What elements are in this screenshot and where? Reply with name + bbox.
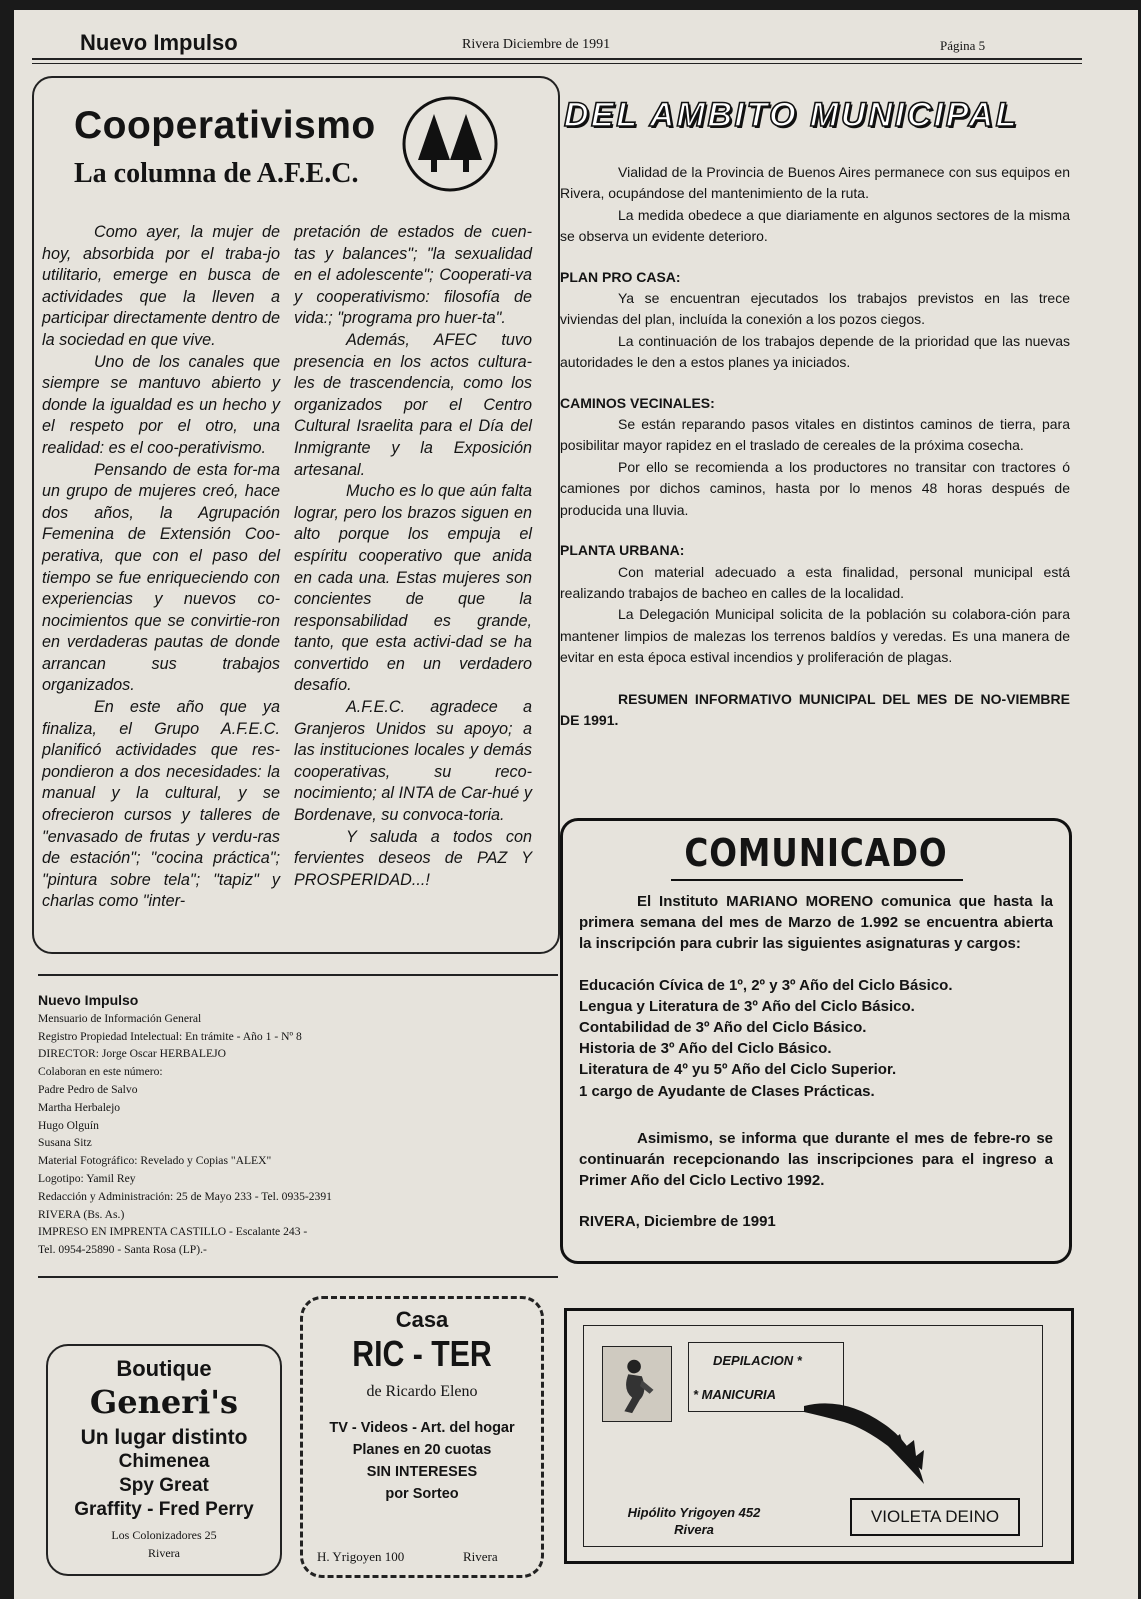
cooperativismo-text-col2 <box>294 222 532 891</box>
masthead-name: Nuevo Impulso <box>38 992 139 1008</box>
ad-line: SIN INTERESES <box>366 1464 478 1480</box>
masthead-line: RIVERA (Bs. As.) <box>38 1207 125 1221</box>
masthead-line: Logotipo: Yamil Rey <box>38 1171 136 1185</box>
list-item: 1 cargo de Ayudante de Clases Prácticas. <box>579 1082 875 1100</box>
resumen-line: RESUMEN INFORMATIVO MUNICIPAL DEL MES DE NO-VIEMBRE DE 1991. <box>560 690 1070 728</box>
list-item: Educación Cívica de 1º, 2º y 3º Año del Ciclo Básico. <box>579 976 953 994</box>
ad-town: Rivera <box>148 1546 180 1560</box>
ad-line: Boutique <box>116 1356 212 1381</box>
masthead-line: Redacción y Administración: 25 de Mayo 233 - Tel. 0935-2391 <box>38 1189 332 1203</box>
ad-address-block <box>614 1504 774 1538</box>
masthead-line: Registro Propiedad Intelectual: En trámite - Año 1 - Nº 8 <box>38 1029 302 1043</box>
comunicado-box <box>560 818 1072 1264</box>
masthead-line: Colaboran en este número: <box>38 1065 163 1079</box>
ad-line: Chimenea <box>118 1451 210 1472</box>
paragraph: Como ayer, la mujer de hoy, absorbida por el traba-jo utilitario, emerge en busca de actividades que la lleven a participar directamente dentro de la sociedad en que vive. <box>42 223 280 349</box>
page-number: Página 5 <box>940 38 986 53</box>
masthead-line: Martha Herbalejo <box>38 1100 121 1114</box>
masthead-line: Padre Pedro de Salvo <box>38 1082 138 1096</box>
paragraph: Por ello se recomienda a los productores no transitar con tractores ó camiones por dichos caminos, hasta por lo menos 48 horas después de producida una lluvia. <box>560 458 1070 518</box>
list-item: Literatura de 4º yu 5º Año del Ciclo Superior. <box>579 1061 897 1079</box>
ad-town: Rivera <box>463 1549 498 1564</box>
masthead-line: DIRECTOR: Jorge Oscar HERBALEJO <box>38 1047 226 1061</box>
ad-line: Planes en 20 cuotas <box>352 1442 492 1458</box>
paragraph: Mucho es lo que aún falta lograr, pero los brazos siguen en alto porque los empuja el espíritu cooperativo que anida en cada una. Estas mujeres son concientes de que la responsabilidad es grande, tanto, que esta activi-dad se ha convertido en un verdadero desafío. <box>294 482 532 695</box>
comunicado-body <box>579 891 1053 1233</box>
paper-name: Nuevo Impulso <box>80 30 238 55</box>
ad-line: Casa <box>395 1307 449 1332</box>
boutique-ad <box>46 1344 282 1576</box>
section-heading: PLAN PRO CASA: <box>560 268 681 285</box>
paragraph: Asimismo, se informa que durante el mes de febre-ro se continuarán recepcionando las inscripciones para el ingreso a Primer Año del Ciclo Lectivo 1992. <box>579 1129 1053 1190</box>
ad-line: Spy Great <box>119 1475 209 1496</box>
ad-address: Los Colonizadores 25 <box>111 1528 217 1542</box>
paragraph: La medida obedece a que diariamente en algunos sectores de la misma se observa un evidente deterioro. <box>560 206 1070 245</box>
paragraph: Y saluda a todos con fervientes deseos de PAZ Y PROSPERIDAD...! <box>294 827 532 889</box>
ad-line: TV - Videos - Art. del hogar <box>329 1420 515 1436</box>
ad-inner-frame <box>583 1325 1043 1547</box>
masthead-rule <box>38 974 558 976</box>
paragraph: En este año que ya finaliza, el Grupo A.F.E.C. planificó actividades que res-pondieron a dos necesidades: la manual y la cultural, y se ofrecieron cursos y talleres de "envasado de frutas y verdu-ras de estación"; "cocina práctica"; "pintura sobre tela"; "tapiz" y charlas como "inter- <box>42 698 280 911</box>
paragraph: Se están reparando pasos vitales en distintos caminos de tierra, para posibilitar mayor rapidez en el traslado de cereales de la próxima cosecha. <box>560 416 1070 454</box>
section-heading: PLANTA URBANA: <box>560 542 685 559</box>
service-depilacion: DEPILACION * <box>713 1353 802 1368</box>
masthead-line: Material Fotográfico: Revelado y Copias "ALEX" <box>38 1154 272 1168</box>
masthead-line: Mensuario de Información General <box>38 1011 202 1025</box>
masthead <box>38 992 518 1259</box>
masthead-line: Hugo Olguín <box>38 1118 99 1132</box>
list-item: Historia de 3º Año del Ciclo Básico. <box>579 1040 832 1058</box>
municipal-article <box>560 162 1070 731</box>
ad-line: por Sorteo <box>385 1486 459 1502</box>
masthead-line: IMPRESO EN IMPRENTA CASTILLO - Escalante 243 - <box>38 1225 308 1239</box>
section-heading: CAMINOS VECINALES: <box>560 394 715 411</box>
ad-line: Graffity - Fred Perry <box>74 1499 254 1520</box>
paragraph: La continuación de los trabajos depende de la prioridad que las nuevas autoridades le den a estos planes ya iniciados. <box>560 332 1070 371</box>
ad-line: Un lugar distinto <box>80 1426 248 1449</box>
cooperativismo-text-col1 <box>42 222 280 913</box>
ad-owner: de Ricardo Eleno <box>366 1383 478 1400</box>
cooperative-pines-logo <box>400 94 500 194</box>
dateline: Rivera Diciembre de 1991 <box>462 37 611 52</box>
paragraph: A.F.E.C. agradece a Granjeros Unidos su apoyo; a las instituciones locales y demás cooperativas, su reco-nocimiento; al INTA de Car-hué y Bordenave, su convoca-toria. <box>294 698 532 825</box>
masthead-line: Susana Sitz <box>38 1136 92 1150</box>
newspaper-page <box>14 10 1138 1599</box>
depilacion-ad <box>564 1308 1074 1564</box>
business-name: VIOLETA DEINO <box>850 1498 1020 1536</box>
paragraph: pretación de estados de cuen-tas y balances"; "la sexualidad en el adolescente"; Cooperati-va y cooperativismo: filosofía de vida:; "programa pro huer-ta". <box>294 223 532 328</box>
header-rule <box>32 58 1082 60</box>
paragraph: Vialidad de la Provincia de Buenos Aires permanece con sus equipos en Rivera, ocupándose del mantenimiento de la ruta. <box>560 164 1070 202</box>
brush-stroke-icon <box>804 1384 934 1494</box>
ricter-ad <box>300 1296 544 1578</box>
asignaturas-list <box>579 975 1053 1102</box>
list-item: Contabilidad de 3º Año del Ciclo Básico. <box>579 1019 867 1037</box>
ad-brand: RIC - TER <box>352 1333 492 1374</box>
list-item: Lengua y Literatura de 3º Año del Ciclo Básico. <box>579 997 915 1015</box>
paragraph: Con material adecuado a esta finalidad, personal municipal está realizando trabajos de bacheo en calles de la localidad. <box>560 563 1070 601</box>
ad-address: Hipólito Yrigoyen 452 <box>627 1505 761 1520</box>
cooperativismo-column <box>32 76 560 954</box>
paragraph: Ya se encuentran ejecutados los trabajos previstos en las trece viviendas del plan, incluída la conexión a los pozos ciegos. <box>560 290 1070 328</box>
paragraph: Uno de los canales que siempre se mantuvo abierto y donde la igualdad es un hecho y el respeto por el otro, una realidad: es el coo-perativismo. <box>42 352 280 457</box>
signature-line: RIVERA, Diciembre de 1991 <box>579 1213 776 1231</box>
masthead-bottom-rule <box>38 1276 558 1278</box>
paragraph: Pensando de esta for-ma un grupo de mujeres creó, hace dos años, la Agrupación Femenina de Extensión Coo-perativa, que con el paso del tiempo se fue enriqueciendo con experiencias y nuevos co-nocimientos que se convirtie-ron en verdaderas pautas de donde arrancan sus trabajos organizados. <box>42 460 280 695</box>
comunicado-underline <box>671 879 963 881</box>
cooperativismo-subtitle: La columna de A.F.E.C. <box>74 158 359 189</box>
municipal-title: DEL AMBITO MUNICIPAL <box>564 96 1019 134</box>
paragraph: Además, AFEC tuvo presencia en los actos cultura-les de trascendencia, como los organizados por el Centro Cultural Israelita para el Día del Inmigrante y la Exposición artesanal. <box>294 330 532 479</box>
cooperativismo-title: Cooperativismo <box>74 104 376 147</box>
ad-address: H. Yrigoyen 100 <box>317 1549 405 1564</box>
masthead-line: Tel. 0954-25890 - Santa Rosa (LP).- <box>38 1243 207 1257</box>
header-rule-thin <box>32 63 1082 64</box>
figure-photo-icon <box>602 1346 672 1422</box>
ad-brand: Generi's <box>89 1383 239 1421</box>
paragraph: La Delegación Municipal solicita de la población su colabora-ción para mantener limpios de malezas los terrenos baldíos y veredas. Es una manera de evitar en esta época estival incendios y proliferación de plagas. <box>560 606 1070 666</box>
service-manicuria: * MANICURIA <box>693 1387 777 1402</box>
ad-town: Rivera <box>674 1522 714 1537</box>
paragraph: El Instituto MARIANO MORENO comunica que hasta la primera semana del mes de Marzo de 1.992 se encuentra abierta la inscripción para cubrir las siguientes asignaturas y cargos: <box>579 893 1053 953</box>
comunicado-title: COMUNICADO <box>684 831 948 875</box>
